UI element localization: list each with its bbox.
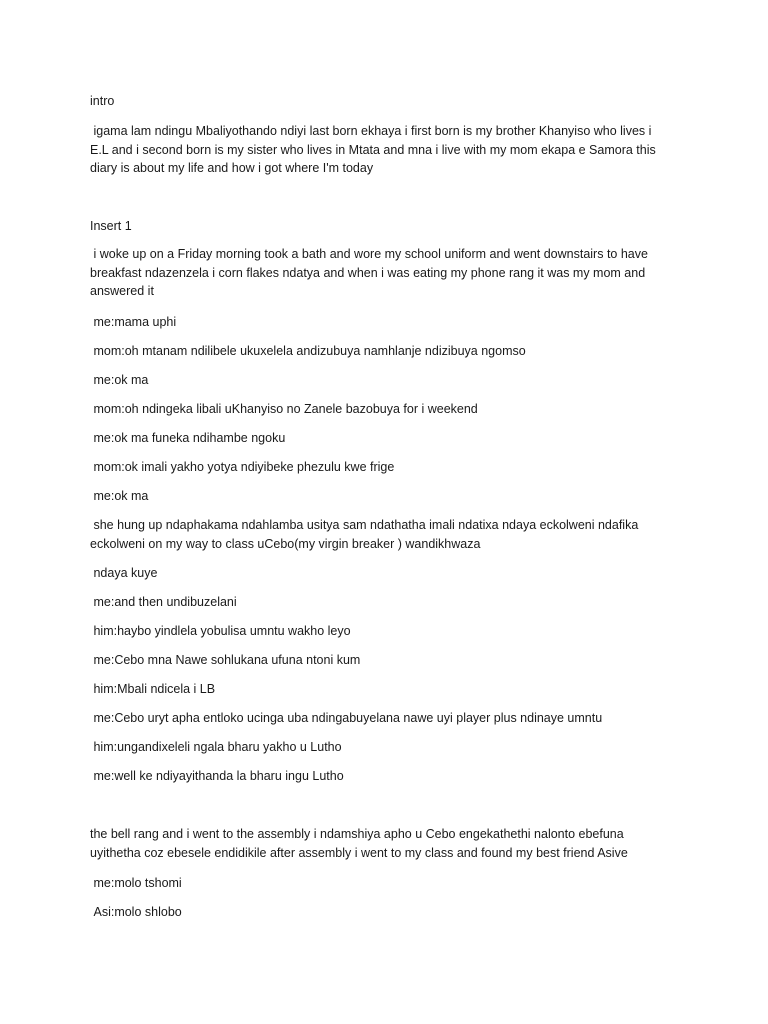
dialogue-line: ndaya kuye [90,566,158,580]
dialogue-line: me:mama uphi [90,315,177,329]
dialogue-line: me:Cebo mna Nawe sohlukana ufuna ntoni kum [90,653,361,667]
intro-heading: intro [90,94,115,108]
dialogue-line: me:ok ma [90,489,149,503]
dialogue-line: him:Mbali ndicela i LB [90,682,216,696]
paragraph: i woke up on a Friday morning took a bath and wore my school uniform and went downstairs to have breakfast ndazenzela i corn flakes ndatya and when i was eating my phone rang it was my mom and answered it [90,247,648,298]
dialogue-line: me:and then undibuzelani [90,595,237,609]
document-page [90,0,690,1024]
dialogue-line: mom:ok imali yakho yotya ndiyibeke phezulu kwe frige [90,460,395,474]
dialogue-line: mom:oh ndingeka libali uKhanyiso no Zanele bazobuya for i weekend [90,402,478,416]
dialogue-line: me:Cebo uryt apha entloko ucinga uba ndingabuyelana nawe uyi player plus ndinaye umntu [90,711,603,725]
insert-heading: Insert 1 [90,219,132,233]
dialogue-line: me:molo tshomi [90,876,182,890]
dialogue-line: Asi:molo shlobo [90,905,182,919]
dialogue-line: him:ungandixeleli ngala bharu yakho u Lutho [90,740,342,754]
dialogue-line: him:haybo yindlela yobulisa umntu wakho leyo [90,624,351,638]
dialogue-line: mom:oh mtanam ndilibele ukuxelela andizubuya namhlanje ndizibuya ngomso [90,344,526,358]
paragraph: she hung up ndaphakama ndahlamba usitya sam ndathatha imali ndatixa ndaya eckolweni ndafika eckolweni on my way to class uCebo(my virgin breaker ) wandikhwaza [90,518,639,551]
dialogue-line: me:well ke ndiyayithanda la bharu ingu Lutho [90,769,344,783]
dialogue-line: me:ok ma [90,373,149,387]
paragraph: the bell rang and i went to the assembly i ndamshiya apho u Cebo engekathethi nalonto ebefuna uyithetha coz ebesele endidikile after assembly i went to my class and found my best friend Asive [90,827,628,860]
intro-paragraph: igama lam ndingu Mbaliyothando ndiyi last born ekhaya i first born is my brother Khanyiso who lives i E.L and i second born is my sister who lives in Mtata and mna i live with my mom ekapa e Samora this diary is about my life and how i got where I'm today [90,124,656,175]
dialogue-line: me:ok ma funeka ndihambe ngoku [90,431,286,445]
